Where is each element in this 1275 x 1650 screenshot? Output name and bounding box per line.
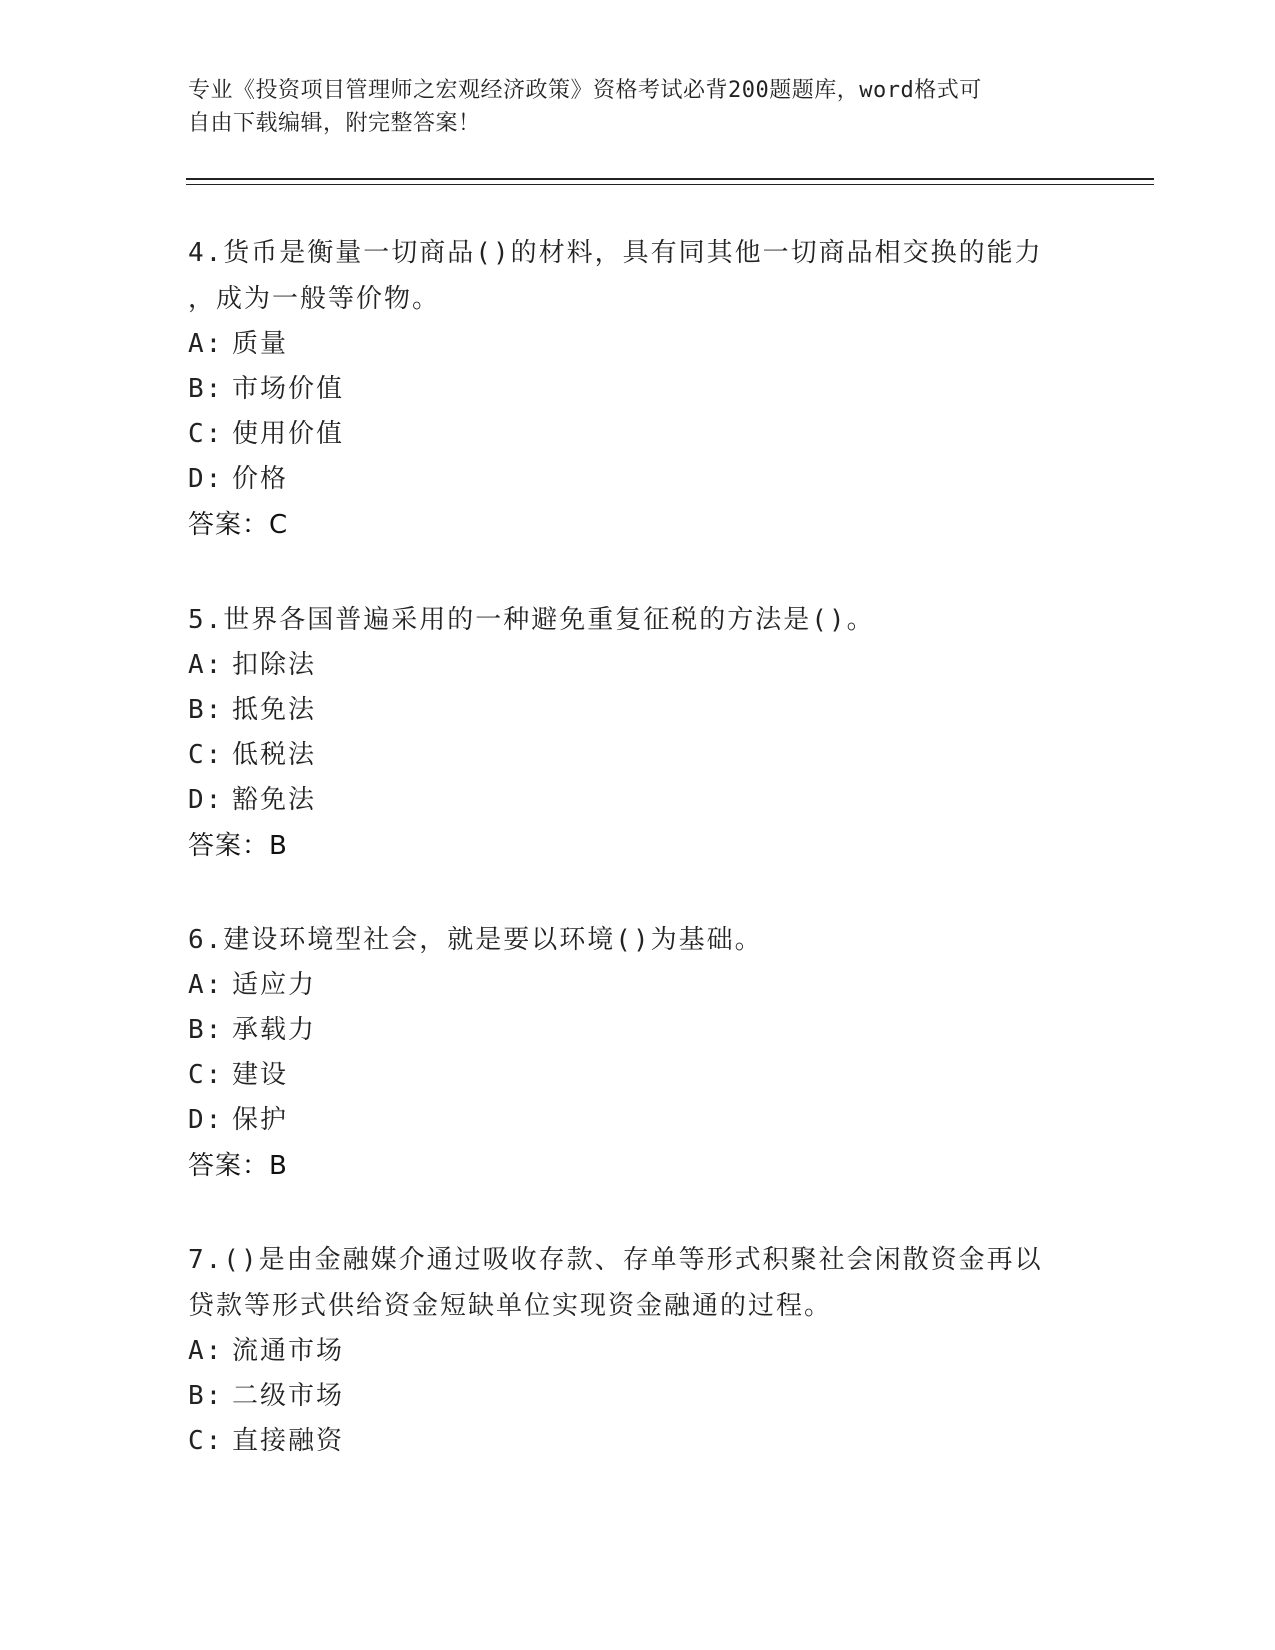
option-d (188, 1098, 1088, 1143)
option-d (188, 778, 1088, 823)
option-text: 承载力 (232, 1015, 317, 1045)
header-divider-thick (186, 178, 1154, 180)
header-line-1: 专业《投资项目管理师之宏观经济政策》资格考试必背200题题库，word格式可 (188, 78, 982, 103)
question-stem-line-1: 4.货币是衡量一切商品()的材料，具有同其他一切商品相交换的能力 (188, 238, 1043, 268)
option-a (188, 322, 1088, 367)
option-key: C: (188, 1426, 224, 1456)
option-text: 质量 (232, 329, 289, 359)
option-c (188, 733, 1088, 778)
option-key: A: (188, 1336, 224, 1366)
question-stem-line-2: ，成为一般等价物。 (188, 284, 441, 314)
option-text: 保护 (232, 1105, 289, 1135)
option-text: 适应力 (232, 970, 317, 1000)
question-6 (188, 917, 1088, 1189)
header-divider-thin (186, 184, 1154, 185)
header-line-2: 自由下载编辑，附完整答案！ (188, 111, 481, 136)
option-text: 二级市场 (232, 1381, 345, 1411)
option-a (188, 963, 1088, 1008)
option-key: B: (188, 374, 224, 404)
option-b (188, 367, 1088, 412)
answer-label: 答案：C (188, 510, 289, 540)
option-key: D: (188, 1105, 224, 1135)
option-key: D: (188, 785, 224, 815)
option-text: 豁免法 (232, 785, 317, 815)
option-b (188, 1374, 1088, 1419)
option-text: 市场价值 (232, 374, 345, 404)
question-stem-line-1: 6.建设环境型社会，就是要以环境()为基础。 (188, 925, 763, 955)
option-key: A: (188, 329, 224, 359)
option-d (188, 457, 1088, 502)
option-a (188, 643, 1088, 688)
question-stem-line-2: 贷款等形式供给资金短缺单位实现资金融通的过程。 (188, 1291, 833, 1321)
option-text: 价格 (232, 464, 289, 494)
option-text: 直接融资 (232, 1426, 345, 1456)
question-stem-line-1: 5.世界各国普遍采用的一种避免重复征税的方法是()。 (188, 605, 875, 635)
option-key: B: (188, 695, 224, 725)
option-text: 建设 (232, 1060, 289, 1090)
answer-label: 答案：B (188, 831, 288, 861)
option-c (188, 1419, 1088, 1464)
option-text: 使用价值 (232, 419, 345, 449)
option-key: C: (188, 419, 224, 449)
question-5 (188, 597, 1088, 869)
answer-label: 答案：B (188, 1151, 288, 1181)
option-key: D: (188, 464, 224, 494)
option-c (188, 412, 1088, 457)
question-7 (188, 1237, 1088, 1464)
option-key: C: (188, 1060, 224, 1090)
option-text: 低税法 (232, 740, 317, 770)
option-key: B: (188, 1015, 224, 1045)
option-a (188, 1329, 1088, 1374)
option-key: B: (188, 1381, 224, 1411)
document-header (188, 74, 1088, 140)
option-c (188, 1053, 1088, 1098)
option-b (188, 1008, 1088, 1053)
option-key: C: (188, 740, 224, 770)
option-text: 流通市场 (232, 1336, 345, 1366)
option-key: A: (188, 970, 224, 1000)
option-b (188, 688, 1088, 733)
option-text: 抵免法 (232, 695, 317, 725)
option-text: 扣除法 (232, 650, 317, 680)
question-4 (188, 230, 1088, 548)
option-key: A: (188, 650, 224, 680)
question-stem-line-1: 7.()是由金融媒介通过吸收存款、存单等形式积聚社会闲散资金再以 (188, 1245, 1043, 1275)
